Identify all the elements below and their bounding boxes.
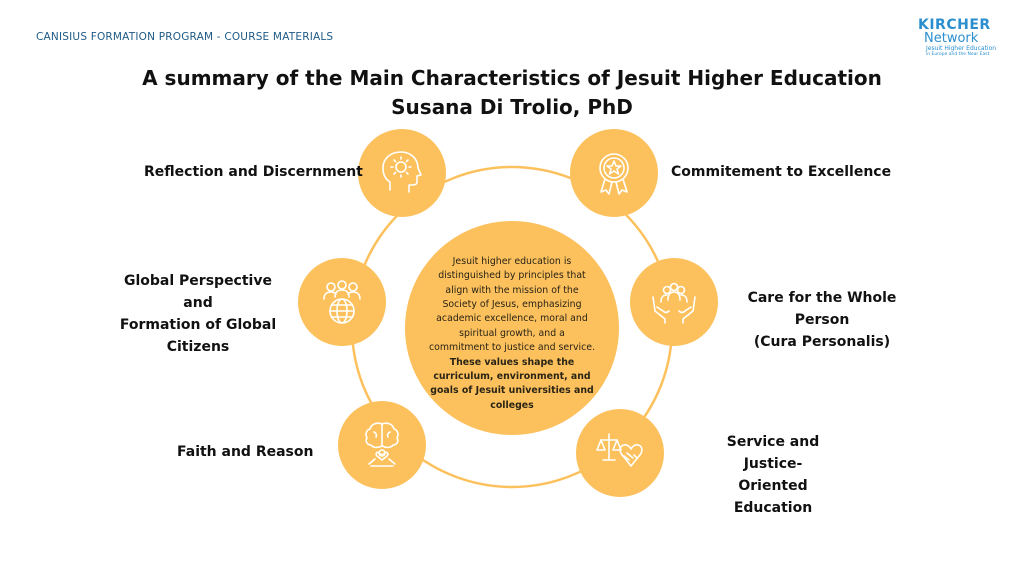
label-care (724, 287, 920, 353)
logo-line-4: in Europe and the Near East (926, 52, 990, 57)
scales-handshake-icon (593, 426, 647, 480)
logo-line-3: Jesuit Higher Education (926, 45, 997, 52)
node-care (630, 258, 718, 346)
label-excellence: Commitement to Excellence (671, 164, 892, 180)
center-bold-text: These values shape the curriculum, environment, and goals of Jesuit universities and colleges (430, 356, 594, 411)
label-service-line-2: Oriented Education (733, 478, 813, 516)
brain-heart-icon (355, 418, 409, 472)
node-reflection (358, 129, 446, 217)
center-text: Jesuit higher education is distinguished by principles that align with the mission of the Society of Jesus, emphasizing academic excellence, moral and spiritual growth, and a commitment to justice and service. (428, 255, 596, 354)
label-service (698, 431, 848, 519)
logo-line-1: KIRCHER (918, 17, 991, 33)
node-global (298, 258, 386, 346)
program-header: CANISIUS FORMATION PROGRAM - COURSE MATERIALS (36, 31, 334, 43)
label-global (110, 270, 286, 358)
center-summary-text (428, 255, 596, 413)
node-faith (338, 401, 426, 489)
page-author: Susana Di Trolio, PhD (391, 95, 633, 119)
page-title: A summary of the Main Characteristics of Jesuit Higher Education (142, 66, 882, 90)
label-global-line-2: Formation of Global (119, 317, 277, 333)
center-summary (405, 221, 619, 435)
logo-line-2: Network (924, 31, 979, 46)
node-excellence (570, 129, 658, 217)
label-global-line-1: Global Perspective and (124, 273, 272, 311)
award-medal-icon (587, 146, 641, 200)
label-global-line-3: Citizens (166, 339, 230, 355)
label-service-line-1: Service and Justice- (726, 434, 820, 472)
hands-people-icon (647, 275, 701, 329)
people-globe-icon (315, 275, 369, 329)
head-gear-icon (375, 146, 429, 200)
label-care-line-2: (Cura Personalis) (753, 334, 891, 350)
node-service (576, 409, 664, 497)
label-reflection: Reflection and Discernment (144, 164, 363, 180)
label-care-line-1: Care for the Whole Person (747, 290, 897, 328)
label-faith: Faith and Reason (177, 444, 314, 460)
